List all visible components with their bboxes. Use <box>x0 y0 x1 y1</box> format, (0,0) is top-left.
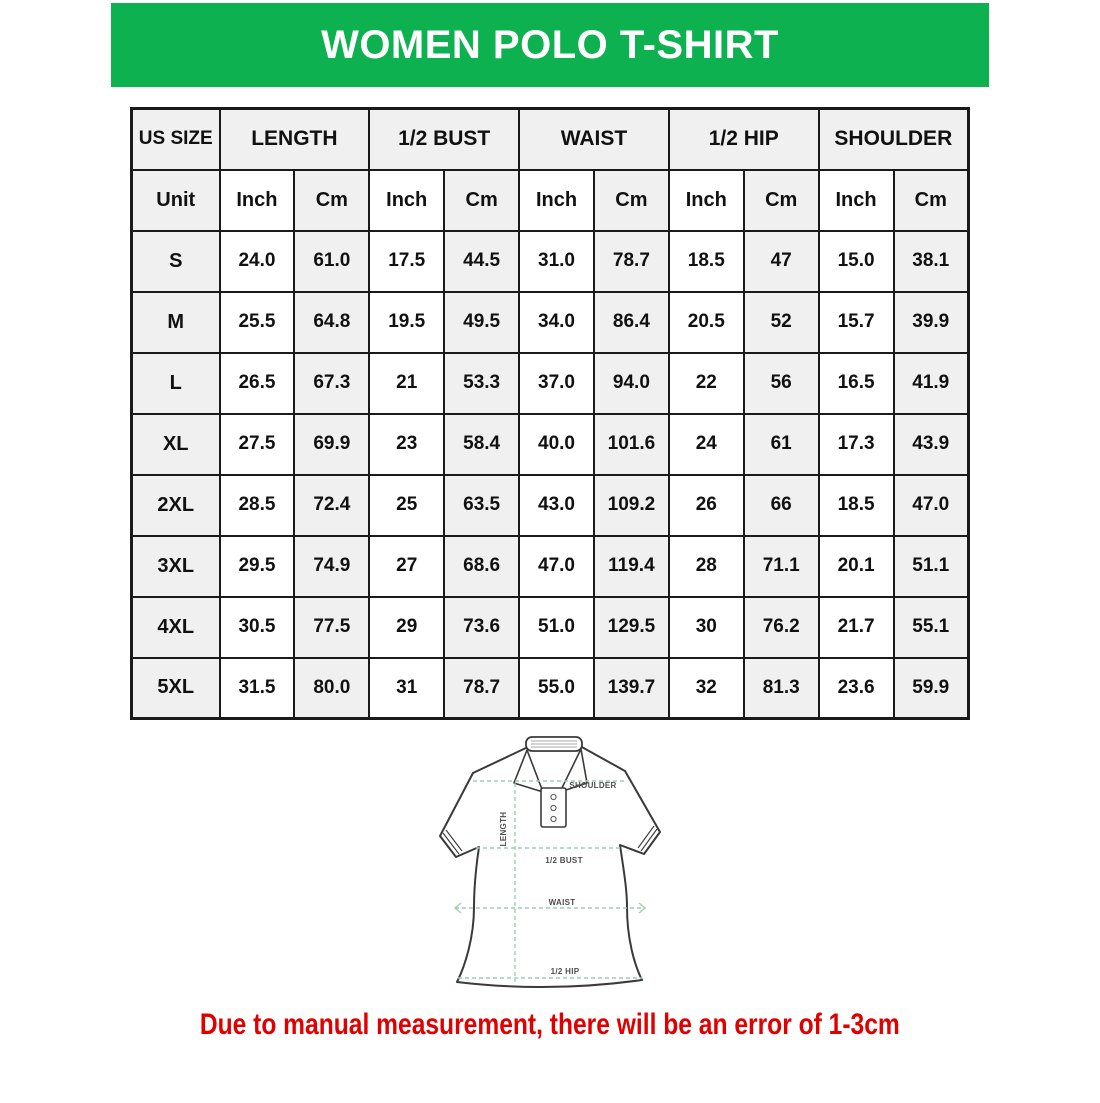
value-cell: 27.5 <box>220 414 295 475</box>
value-cell: 56 <box>744 353 819 414</box>
value-cell: 58.4 <box>444 414 519 475</box>
table-row <box>132 353 969 414</box>
value-cell: 15.7 <box>819 292 894 353</box>
value-cell: 22 <box>669 353 744 414</box>
value-cell: 31 <box>369 658 444 719</box>
button-3 <box>551 816 556 821</box>
value-cell: 77.5 <box>294 597 369 658</box>
value-cell: 23 <box>369 414 444 475</box>
value-cell: 119.4 <box>594 536 669 597</box>
shirt-body-outline <box>440 746 660 987</box>
value-cell: 101.6 <box>594 414 669 475</box>
page <box>0 3 1100 1103</box>
size-chart-table <box>130 107 970 720</box>
bust-measure-label: 1/2 BUST <box>545 856 583 865</box>
size-cell: M <box>132 292 220 353</box>
unit-header-cell: Inch <box>519 170 594 231</box>
value-cell: 55.0 <box>519 658 594 719</box>
value-cell: 23.6 <box>819 658 894 719</box>
group-header-cell: LENGTH <box>220 109 370 170</box>
value-cell: 15.0 <box>819 231 894 292</box>
value-cell: 43.9 <box>894 414 969 475</box>
group-header-cell: WAIST <box>519 109 669 170</box>
unit-header-cell: Inch <box>819 170 894 231</box>
value-cell: 21 <box>369 353 444 414</box>
size-cell: 5XL <box>132 658 220 719</box>
size-cell: S <box>132 231 220 292</box>
value-cell: 25.5 <box>220 292 295 353</box>
polo-shirt-svg <box>430 726 670 1004</box>
value-cell: 61 <box>744 414 819 475</box>
value-cell: 28 <box>669 536 744 597</box>
value-cell: 17.3 <box>819 414 894 475</box>
value-cell: 30.5 <box>220 597 295 658</box>
table-row <box>132 597 969 658</box>
value-cell: 29.5 <box>220 536 295 597</box>
value-cell: 129.5 <box>594 597 669 658</box>
value-cell: 19.5 <box>369 292 444 353</box>
waist-measure-label: WAIST <box>548 898 576 907</box>
value-cell: 31.0 <box>519 231 594 292</box>
value-cell: 53.3 <box>444 353 519 414</box>
value-cell: 16.5 <box>819 353 894 414</box>
table-body <box>132 231 969 719</box>
length-measure-label: LENGTH <box>499 811 508 847</box>
value-cell: 86.4 <box>594 292 669 353</box>
value-cell: 47 <box>744 231 819 292</box>
shoulder-measure-label: SHOULDER <box>569 781 617 790</box>
value-cell: 40.0 <box>519 414 594 475</box>
value-cell: 55.1 <box>894 597 969 658</box>
value-cell: 94.0 <box>594 353 669 414</box>
button-2 <box>551 805 556 810</box>
value-cell: 39.9 <box>894 292 969 353</box>
value-cell: 20.5 <box>669 292 744 353</box>
group-header-cell: 1/2 HIP <box>669 109 819 170</box>
table-head <box>132 109 969 231</box>
value-cell: 18.5 <box>819 475 894 536</box>
value-cell: 43.0 <box>519 475 594 536</box>
value-cell: 61.0 <box>294 231 369 292</box>
value-cell: 38.1 <box>894 231 969 292</box>
value-cell: 59.9 <box>894 658 969 719</box>
value-cell: 66 <box>744 475 819 536</box>
value-cell: 17.5 <box>369 231 444 292</box>
value-cell: 49.5 <box>444 292 519 353</box>
value-cell: 34.0 <box>519 292 594 353</box>
table-row <box>132 414 969 475</box>
value-cell: 51.1 <box>894 536 969 597</box>
group-header-row <box>132 109 969 170</box>
unit-header-cell: Cm <box>444 170 519 231</box>
value-cell: 47.0 <box>519 536 594 597</box>
hip-measure-label: 1/2 HIP <box>550 967 580 976</box>
unit-header-cell: Cm <box>894 170 969 231</box>
value-cell: 72.4 <box>294 475 369 536</box>
polo-shirt-diagram <box>430 726 670 1004</box>
unit-header-cell: Inch <box>669 170 744 231</box>
table-row <box>132 231 969 292</box>
value-cell: 28.5 <box>220 475 295 536</box>
page-title: WOMEN POLO T-SHIRT <box>321 22 779 67</box>
value-cell: 18.5 <box>669 231 744 292</box>
unit-header-row <box>132 170 969 231</box>
value-cell: 25 <box>369 475 444 536</box>
table-row <box>132 536 969 597</box>
value-cell: 74.9 <box>294 536 369 597</box>
value-cell: 41.9 <box>894 353 969 414</box>
unit-header-cell: Cm <box>594 170 669 231</box>
size-cell: XL <box>132 414 220 475</box>
group-header-cell: 1/2 BUST <box>369 109 519 170</box>
us-size-header-cell: US SIZE <box>132 109 220 170</box>
value-cell: 69.9 <box>294 414 369 475</box>
value-cell: 52 <box>744 292 819 353</box>
value-cell: 71.1 <box>744 536 819 597</box>
value-cell: 30 <box>669 597 744 658</box>
value-cell: 139.7 <box>594 658 669 719</box>
disclaimer-text <box>0 1008 1100 1042</box>
value-cell: 26 <box>669 475 744 536</box>
value-cell: 21.7 <box>819 597 894 658</box>
value-cell: 81.3 <box>744 658 819 719</box>
unit-header-cell: Inch <box>369 170 444 231</box>
table-row <box>132 658 969 719</box>
size-cell: L <box>132 353 220 414</box>
value-cell: 47.0 <box>894 475 969 536</box>
value-cell: 29 <box>369 597 444 658</box>
title-banner <box>111 3 989 87</box>
button-1 <box>551 794 556 799</box>
unit-header-cell: Inch <box>220 170 295 231</box>
size-cell: 3XL <box>132 536 220 597</box>
value-cell: 78.7 <box>444 658 519 719</box>
value-cell: 78.7 <box>594 231 669 292</box>
unit-header-cell: Cm <box>744 170 819 231</box>
group-header-cell: SHOULDER <box>819 109 969 170</box>
value-cell: 24 <box>669 414 744 475</box>
value-cell: 37.0 <box>519 353 594 414</box>
value-cell: 31.5 <box>220 658 295 719</box>
value-cell: 80.0 <box>294 658 369 719</box>
value-cell: 24.0 <box>220 231 295 292</box>
value-cell: 27 <box>369 536 444 597</box>
value-cell: 26.5 <box>220 353 295 414</box>
table-row <box>132 292 969 353</box>
unit-label-cell: Unit <box>132 170 220 231</box>
value-cell: 63.5 <box>444 475 519 536</box>
size-cell: 4XL <box>132 597 220 658</box>
value-cell: 64.8 <box>294 292 369 353</box>
value-cell: 67.3 <box>294 353 369 414</box>
value-cell: 109.2 <box>594 475 669 536</box>
value-cell: 32 <box>669 658 744 719</box>
size-cell: 2XL <box>132 475 220 536</box>
unit-header-cell: Cm <box>294 170 369 231</box>
value-cell: 20.1 <box>819 536 894 597</box>
value-cell: 51.0 <box>519 597 594 658</box>
table-row <box>132 475 969 536</box>
disclaimer-text-inner: Due to manual measurement, there will be an error of 1-3cm <box>200 1008 900 1041</box>
value-cell: 44.5 <box>444 231 519 292</box>
value-cell: 73.6 <box>444 597 519 658</box>
value-cell: 68.6 <box>444 536 519 597</box>
value-cell: 76.2 <box>744 597 819 658</box>
